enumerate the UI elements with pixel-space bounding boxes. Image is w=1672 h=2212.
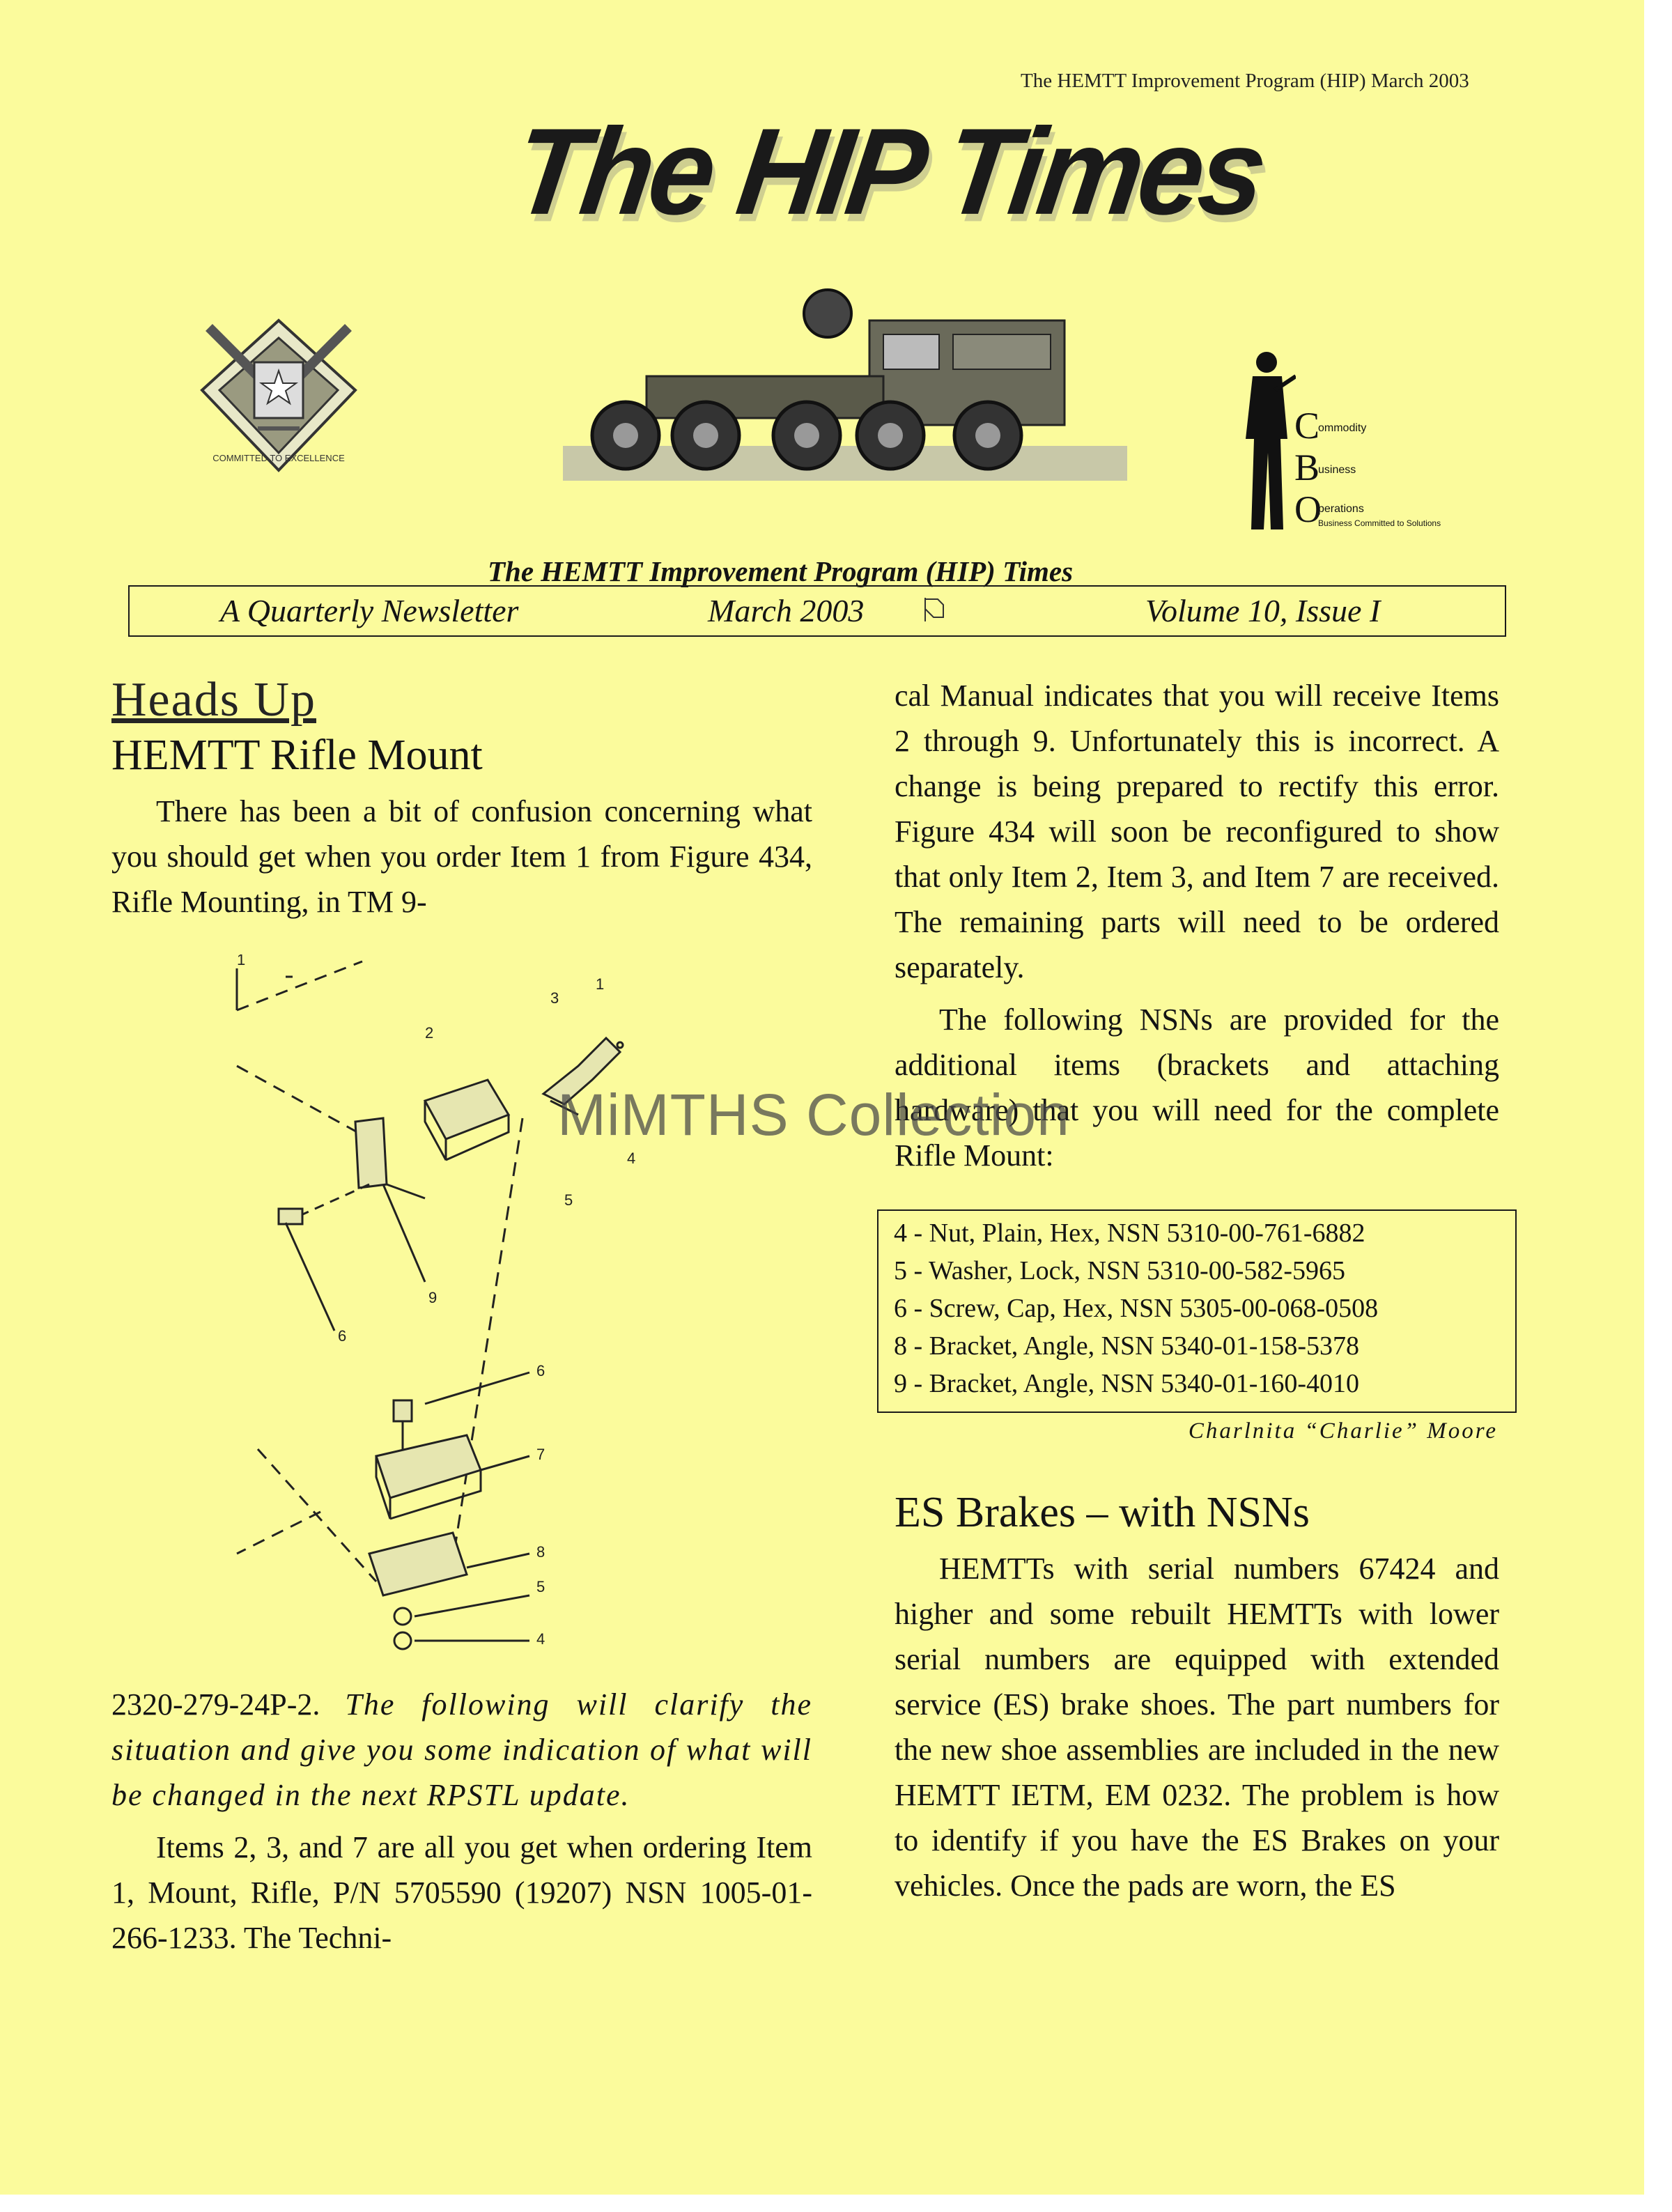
cbo-word-business: usiness [1318,464,1356,476]
left-column [111,673,812,925]
crest-motto: COMMITTED TO EXCELLENCE [212,453,345,463]
callout-1a: 1 [237,954,246,968]
cbo-word-commodity: ommodity [1318,422,1367,434]
callout-9: 9 [428,1289,438,1306]
cbo-letter-c: C [1294,405,1320,447]
cbo-word-operations: perations [1318,503,1364,515]
section-heading: Heads Up [111,673,316,727]
collection-watermark: MiMTHS Collection [557,1082,1070,1147]
callout-7: 7 [536,1446,545,1463]
tm-number-cont: 2320-279-24P-2. [111,1687,320,1722]
rifle-mount-para-4: The following NSNs are provided for the additional items (brackets and attaching hardware) that you will need for the complete Rifle Mount: [895,1003,1499,1173]
callout-5a: 5 [564,1191,573,1209]
article-title-rifle-mount: HEMTT Rifle Mount [111,732,483,779]
issue-frequency: A Quarterly Newsletter [220,593,519,628]
rifle-mount-para-2: Items 2, 3, and 7 are all you get when ordering Item 1, Mount, Rifle, P/N 5705590 (19207) NSN 1005-01-266-1233. The Techni- [111,1830,812,1955]
nsn-item: 8 - Bracket, Angle, NSN 5340-01-158-5378 [894,1331,1360,1361]
callout-4b: 4 [536,1630,545,1648]
nsn-item: 6 - Screw, Cap, Hex, NSN 5305-00-068-0508 [894,1294,1379,1323]
nsn-list-box [877,1209,1517,1413]
callout-4a: 4 [627,1150,636,1167]
running-head: The HEMTT Improvement Program (HIP) March 2003 [1021,70,1469,92]
cbo-letter-o: O [1294,488,1322,530]
issue-volume: Volume 10, Issue I [1145,593,1381,628]
rifle-mount-figure [216,954,648,1665]
unit-crest-logo [188,307,369,481]
rifle-mount-para-3: cal Manual indicates that you will receive Items 2 through 9. Unfortunately this is incorrect. A change is being prepared to rectify this error. Figure 434 will soon be reconfigured to show that only Item 2, Item 3, and Item 7 are received. The remaining parts will need to be ordered separately. [895,679,1499,984]
callout-5b: 5 [536,1578,545,1595]
left-column-lower [111,1682,812,1960]
es-brakes-para-1: HEMTTs with serial numbers 67424 and higher and some rebuilt HEMTTs with lower serial numbers are equipped with extended service (ES) brake shoes. The part numbers for the new shoe assemblies are included in the new HEMTT IETM, EM 0232. The problem is how to identify if you have the ES Brakes on your vehicles. Once the pads are worn, the ES [895,1552,1499,1903]
callout-2: 2 [425,1024,434,1042]
cbo-tagline: Business Committed to Solutions [1318,518,1441,528]
nsn-item: 9 - Bracket, Angle, NSN 5340-01-160-4010 [894,1369,1360,1398]
newsletter-subtitle: The HEMTT Improvement Program (HIP) Times [487,555,1074,587]
callout-6a: 6 [338,1327,347,1345]
cbo-letter-b: B [1294,447,1320,488]
nsn-item: 4 - Nut, Plain, Hex, NSN 5310-00-761-6882 [894,1219,1365,1248]
callout-3: 3 [550,989,559,1007]
author-credit: Charlnita “Charlie” Moore [1188,1418,1498,1444]
callout-8: 8 [536,1543,545,1561]
hemtt-truck-photo [563,279,1127,488]
rifle-mount-para-1: There has been a bit of confusion concerning what you should get when you order Item 1 from Figure 434, Rifle Mounting, in TM 9- [111,794,812,920]
soldier-silhouette-icon [1240,348,1296,536]
callout-1b: 1 [596,975,605,993]
cbo-logo [1240,348,1505,543]
es-brakes-article [895,1484,1499,1908]
nsn-item: 5 - Washer, Lock, NSN 5310-00-582-5965 [894,1256,1346,1285]
callout-6b: 6 [536,1362,545,1379]
rifle-mount-para-1-cont [111,1682,812,1818]
masthead-title: The HIP Times [506,102,1271,240]
article-title-es-brakes: ES Brakes – with NSNs [895,1489,1310,1536]
clarify-note-italic: The following will clarify the situation and give you some indication of what will be changed in the next RPSTL update. [111,1687,812,1812]
cursor-glyph-icon [922,596,946,624]
issue-date: March 2003 [708,593,865,628]
issue-info-box [128,585,1506,637]
